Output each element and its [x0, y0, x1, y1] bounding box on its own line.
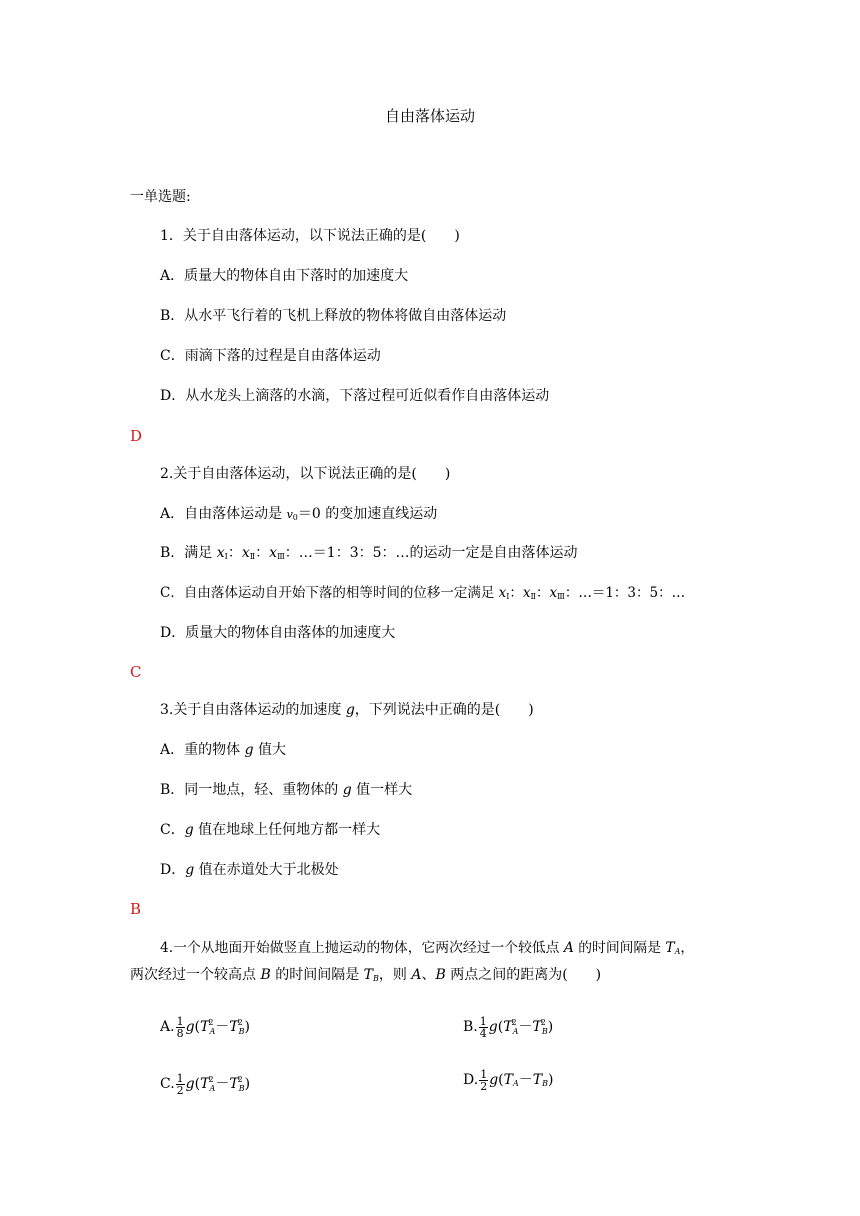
- q2-b-x2: x: [241, 545, 250, 561]
- q1-option-b: B．从水平飞行着的飞机上释放的物体将做自由落体运动: [160, 308, 507, 324]
- q4-d-num: 1: [480, 1067, 488, 1081]
- q4-b-minus: －: [518, 1019, 533, 1035]
- q2-a-text-post: ＝0 的变加速直线运动: [297, 506, 438, 522]
- q3-d-pre: D．: [160, 862, 186, 878]
- q2-b-text-pre: B．满足: [160, 545, 217, 561]
- q4-a-sub1: A: [209, 1027, 216, 1036]
- q2-c-text-pre: C．自由落体运动自开始下落的相等时间的位移一定满足: [160, 585, 499, 601]
- q4-a-minus: －: [215, 1019, 230, 1035]
- q4-b-label: B.: [463, 1019, 478, 1035]
- q2-answer: C: [130, 663, 142, 681]
- q4-stem-line2: [130, 965, 601, 989]
- q4-c-T2: T: [229, 1076, 239, 1092]
- q2-option-b: [160, 543, 578, 567]
- q3-stem-pre: 3.关于自由落体运动的加速度: [160, 702, 346, 718]
- q2-b-x3: x: [269, 545, 278, 561]
- q4-d-T2: T: [532, 1072, 543, 1088]
- q4-l1-T: T: [665, 940, 675, 956]
- q3-a-post: 值大: [253, 742, 286, 758]
- q4-a-lp: (: [194, 1019, 200, 1035]
- q4-l2-subB: B: [373, 974, 379, 983]
- q3-option-b: [160, 780, 412, 800]
- q3-c-pre: C．: [160, 822, 185, 838]
- q1-option-a: A．质量大的物体自由下落时的加速度大: [160, 268, 409, 284]
- q4-l1-post: ，: [680, 940, 695, 956]
- q4-b-rp: ): [547, 1019, 554, 1035]
- q3-a-g: g: [244, 742, 254, 758]
- q2-b-colon1: ：: [227, 545, 242, 561]
- q4-l2-mid: 的时间间隔是: [270, 967, 364, 983]
- q4-a-fraction: [176, 1016, 185, 1039]
- q4-c-den: 2: [176, 1083, 184, 1097]
- q4-c-sq2: 2: [237, 1075, 243, 1084]
- q2-a-v: v: [286, 508, 293, 521]
- q4-b-sub2: B: [541, 1027, 548, 1036]
- q2-a-sub: 0: [292, 513, 298, 522]
- q4-c-sub1: A: [209, 1084, 216, 1093]
- q4-c-minus: －: [215, 1076, 230, 1092]
- q1-option-c: C．雨滴下落的过程是自由落体运动: [160, 348, 381, 364]
- q4-b-sub1: A: [512, 1027, 519, 1036]
- q3-option-c: [160, 820, 380, 840]
- q4-b-num: 1: [479, 1014, 487, 1028]
- q4-d-lp: (: [498, 1072, 504, 1088]
- q4-c-sq1: 2: [208, 1075, 214, 1084]
- q2-c-text-post: ：…＝1：3：5：…: [564, 585, 686, 601]
- q2-c-s1: Ⅰ: [506, 592, 510, 601]
- q4-a-sub2: B: [238, 1027, 245, 1036]
- q4-a-rp: ): [244, 1019, 251, 1035]
- q4-a-g: g: [185, 1019, 195, 1035]
- q4-l1-subA: A: [674, 947, 681, 956]
- q4-a-label: A.: [160, 1019, 175, 1035]
- q4-l2-A2: A: [411, 967, 422, 983]
- q2-b-s2: Ⅱ: [249, 552, 256, 561]
- q4-b-T2: T: [532, 1019, 542, 1035]
- q3-d-post: 值在赤道处大于北极处: [194, 862, 339, 878]
- q2-stem: 2.关于自由落体运动，以下说法正确的是( ): [160, 466, 451, 482]
- q4-d-g: g: [489, 1072, 499, 1088]
- q4-l1-pre: 4.一个从地面开始做竖直上抛运动的物体，它两次经过一个较低点: [160, 940, 564, 956]
- q4-d-den: 2: [480, 1079, 488, 1093]
- q4-l1-A: A: [563, 940, 574, 956]
- q4-b-g: g: [488, 1019, 498, 1035]
- q4-d-fraction: [479, 1069, 488, 1092]
- q3-option-d: [160, 860, 339, 880]
- q4-c-fraction: [176, 1073, 185, 1096]
- q4-l2-sep: 、: [421, 967, 436, 983]
- q3-a-pre: A．重的物体: [160, 742, 245, 758]
- q4-c-num: 1: [176, 1071, 184, 1085]
- q4-d-sub2: B: [542, 1079, 548, 1088]
- q4-l2-mid2: ，则: [378, 967, 412, 983]
- q4-a-sq1: 2: [208, 1018, 214, 1027]
- q3-option-a: [160, 740, 286, 760]
- q4-a-T2: T: [229, 1019, 239, 1035]
- q2-c-s2: Ⅱ: [530, 592, 536, 601]
- q3-answer: B: [130, 900, 142, 918]
- q2-option-c: [160, 583, 685, 607]
- q4-b-fraction: [479, 1016, 488, 1039]
- q4-l2-B2: B: [435, 967, 446, 983]
- q3-stem-post: ，下列说法中正确的是( ): [354, 702, 534, 718]
- q4-stem-line1: [160, 938, 694, 962]
- q4-b-lp: (: [497, 1019, 504, 1035]
- q4-l2-post: 两点之间的距离为( ): [445, 967, 602, 983]
- q4-d-T1: T: [503, 1072, 513, 1088]
- q4-option-c: [160, 1068, 250, 1101]
- q3-stem-g: g: [345, 702, 355, 718]
- section-heading: 一单选题:: [130, 189, 191, 205]
- q2-c-x2: x: [522, 585, 531, 601]
- q4-a-num: 1: [176, 1014, 184, 1028]
- q4-c-T1: T: [200, 1076, 210, 1092]
- q1-option-d: D．从水龙头上滴落的水滴，下落过程可近似看作自由落体运动: [160, 388, 550, 404]
- q3-b-pre: B．同一地点，轻、重物体的: [160, 782, 343, 798]
- q4-b-sq2: 2: [540, 1018, 546, 1027]
- q2-c-colon1: ：: [509, 585, 523, 601]
- q2-option-d: D．质量大的物体自由落体的加速度大: [160, 625, 396, 641]
- q4-option-b: [463, 1011, 553, 1044]
- q3-b-post: 值一样大: [351, 782, 413, 798]
- q4-option-a: [160, 1011, 250, 1044]
- q3-d-g: g: [185, 862, 195, 878]
- q3-c-post: 值在地球上任何地方都一样大: [193, 822, 381, 838]
- q4-l1-mid: 的时间间隔是: [573, 940, 666, 956]
- q2-b-colon2: ：: [255, 545, 270, 561]
- q2-b-s3: Ⅲ: [277, 552, 285, 561]
- q2-option-a: [160, 504, 437, 528]
- q1-answer: D: [130, 427, 143, 445]
- q3-b-g: g: [342, 782, 352, 798]
- q2-b-text-post: ：…＝1：3：5：…的运动一定是自由落体运动: [284, 545, 578, 561]
- q4-l2-T: T: [363, 967, 373, 983]
- q4-l2-pre: 两次经过一个较高点: [130, 967, 261, 983]
- q2-c-s3: Ⅲ: [557, 592, 565, 601]
- page-title: 自由落体运动: [384, 107, 475, 125]
- q1-stem: 1．关于自由落体运动，以下说法正确的是( ): [160, 228, 460, 244]
- q4-a-den: 8: [176, 1026, 184, 1040]
- q4-c-g: g: [185, 1076, 195, 1092]
- q3-c-g: g: [184, 822, 194, 838]
- q4-c-label: C.: [160, 1076, 175, 1092]
- q4-a-sq2: 2: [237, 1018, 243, 1027]
- q4-l2-B: B: [260, 967, 271, 983]
- q2-c-x1: x: [498, 585, 507, 601]
- q4-c-rp: ): [244, 1076, 251, 1092]
- q2-a-text-pre: A．自由落体运动是: [160, 506, 287, 522]
- q4-d-label: D.: [463, 1072, 479, 1088]
- q4-b-den: 4: [479, 1026, 487, 1040]
- q4-d-minus: －: [518, 1072, 533, 1088]
- q4-d-rp: ): [547, 1072, 554, 1088]
- q4-c-sub2: B: [238, 1084, 245, 1093]
- q4-d-sub1: A: [512, 1079, 519, 1088]
- q2-b-s1: Ⅰ: [224, 552, 228, 561]
- q4-b-sq1: 2: [511, 1018, 517, 1027]
- q4-b-T1: T: [503, 1019, 513, 1035]
- q2-b-x1: x: [216, 545, 225, 561]
- q4-option-d: [463, 1068, 553, 1096]
- q4-a-T1: T: [200, 1019, 210, 1035]
- q2-c-x3: x: [549, 585, 558, 601]
- q2-c-colon2: ：: [535, 585, 550, 601]
- q4-c-lp: (: [194, 1076, 201, 1092]
- q3-stem: [160, 700, 534, 720]
